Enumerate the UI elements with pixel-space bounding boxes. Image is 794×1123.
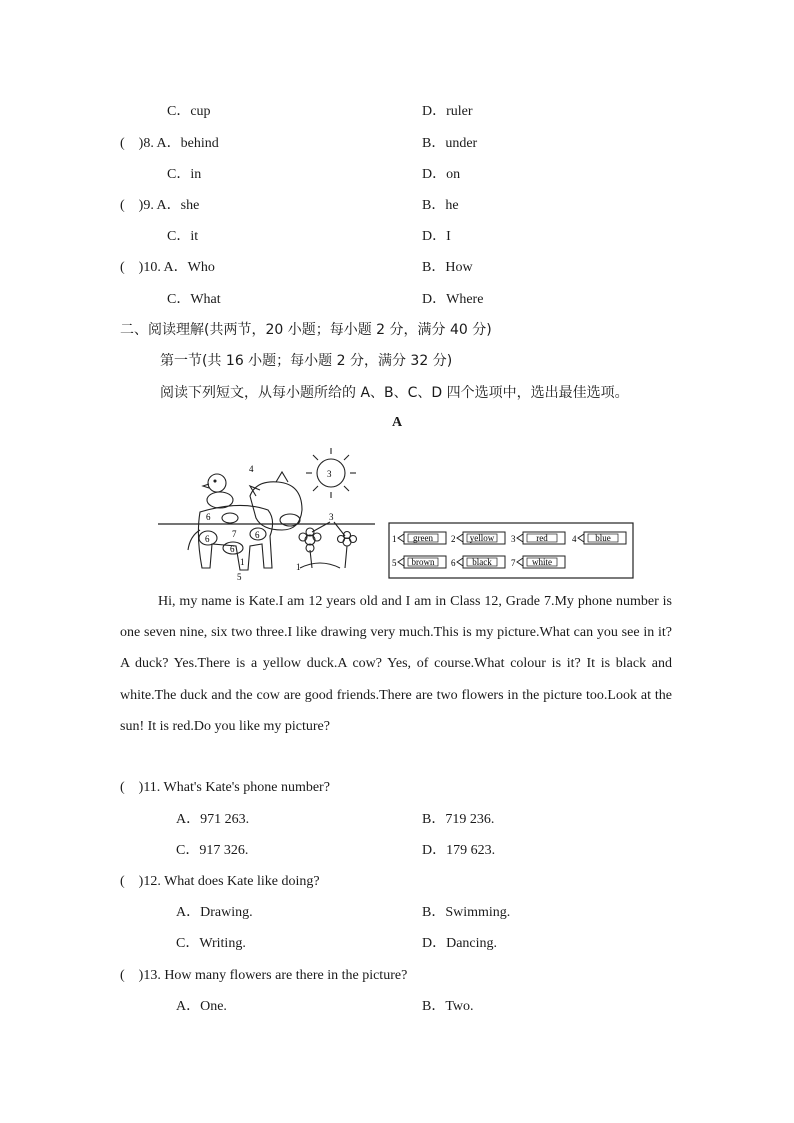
crayon-color-label: red <box>536 533 548 543</box>
question-11-option-c: C．917 326. <box>176 843 249 858</box>
question-12-option-c: C．Writing. <box>176 936 246 951</box>
option-c: C．cup <box>167 104 211 119</box>
question-11-stem: ( )11. What's Kate's phone number? <box>120 780 330 795</box>
crayon-tip <box>517 558 523 566</box>
crayon-white <box>511 556 565 568</box>
label-6b: 6 <box>230 544 235 554</box>
question-8-option-c: C．in <box>167 167 202 182</box>
crayon-tip <box>398 534 404 542</box>
question-12-option-b: B．Swimming. <box>422 905 511 920</box>
question-12-option-a: A．Drawing. <box>176 905 253 920</box>
question-11-option-a: A．971 263. <box>176 812 250 827</box>
crayon-legend-box <box>389 523 633 578</box>
label-6c: 6 <box>255 530 260 540</box>
question-10-option-d: D．Where <box>422 292 484 307</box>
reading-passage <box>120 586 672 742</box>
label-7: 7 <box>232 529 237 539</box>
passage-letter: A <box>391 415 403 430</box>
label-6d: 6 <box>206 512 211 522</box>
question-12-stem: ( )12. What does Kate like doing? <box>120 874 320 889</box>
instructions: 阅读下列短文，从每小题所给的 A、B、C、D 四个选项中，选出最佳选项。 <box>160 385 629 401</box>
flowers-drawing <box>299 522 357 568</box>
question-9-option-b: B．he <box>422 198 459 213</box>
crayon-color-label: white <box>532 557 552 567</box>
crayon-number: 1 <box>392 534 397 544</box>
label-3-flower: 3 <box>329 512 334 522</box>
question-13-stem: ( )13. How many flowers are there in the picture? <box>120 968 408 983</box>
question-8-option-a: ( )8. A．behind <box>120 136 219 151</box>
crayon-yellow <box>451 532 505 544</box>
crayon-tip <box>398 558 404 566</box>
part-title: 第一节(共 16 小题；每小题 2 分，满分 32 分) <box>160 353 453 369</box>
question-12-option-d: D．Dancing. <box>422 936 498 951</box>
label-3-sun: 3 <box>327 469 332 479</box>
question-13-option-a: A．One. <box>176 999 227 1014</box>
crayon-green <box>392 532 446 544</box>
crayon-tip <box>457 534 463 542</box>
picture-illustration <box>0 440 794 590</box>
crayon-tip <box>517 534 523 542</box>
question-10-option-a: ( )10. A．Who <box>120 260 215 275</box>
crayon-number: 3 <box>511 534 516 544</box>
passage-text: Hi, my name is Kate.I am 12 years old and I am in Class 12, Grade 7.My phone number is one seven nine, six two three.I like drawing very much.This is my picture.What can you see in it? A duck? Yes.There is a yellow duck.A cow? Yes, of course.What colour is it? It is black and white.The duck and the cow are good friends.There are two flowers in the picture too.Look at the sun! It is red.Do you like my picture? <box>120 594 672 734</box>
section-title: 二、阅读理解(共两节，20 小题；每小题 2 分，满分 40 分) <box>120 322 492 338</box>
crayon-color-label: blue <box>595 533 611 543</box>
question-11-option-d: D．179 623. <box>422 843 496 858</box>
crayon-color-label: yellow <box>469 533 495 543</box>
question-9-option-a: ( )9. A．she <box>120 198 200 213</box>
crayon-tip <box>457 558 463 566</box>
crayon-number: 5 <box>392 558 397 568</box>
question-9-option-d: D．I <box>422 229 451 244</box>
question-9-option-c: C．it <box>167 229 199 244</box>
option-d: D．ruler <box>422 104 473 119</box>
label-6a: 6 <box>205 534 210 544</box>
crayon-legend <box>392 532 626 568</box>
question-10-option-c: C．What <box>167 292 221 307</box>
crayon-number: 4 <box>572 534 577 544</box>
crayon-tip <box>578 534 584 542</box>
crayon-red <box>511 532 565 544</box>
crayon-blue <box>572 532 626 544</box>
crayon-number: 7 <box>511 558 516 568</box>
crayon-color-label: black <box>472 557 492 567</box>
crayon-black <box>451 556 505 568</box>
question-13-option-b: B．Two. <box>422 999 474 1014</box>
crayon-brown <box>392 556 446 568</box>
crayon-color-label: green <box>413 533 433 543</box>
question-10-option-b: B．How <box>422 260 473 275</box>
duck-drawing <box>203 474 233 508</box>
question-11-option-b: B．719 236. <box>422 812 495 827</box>
label-5: 5 <box>237 572 242 582</box>
question-8-option-b: B．under <box>422 136 478 151</box>
label-1a: 1 <box>240 557 245 567</box>
question-8-option-d: D．on <box>422 167 461 182</box>
crayon-number: 6 <box>451 558 456 568</box>
crayon-number: 2 <box>451 534 456 544</box>
label-4: 4 <box>249 464 254 474</box>
label-1b: 1 <box>296 562 301 572</box>
crayon-color-label: brown <box>411 557 435 567</box>
